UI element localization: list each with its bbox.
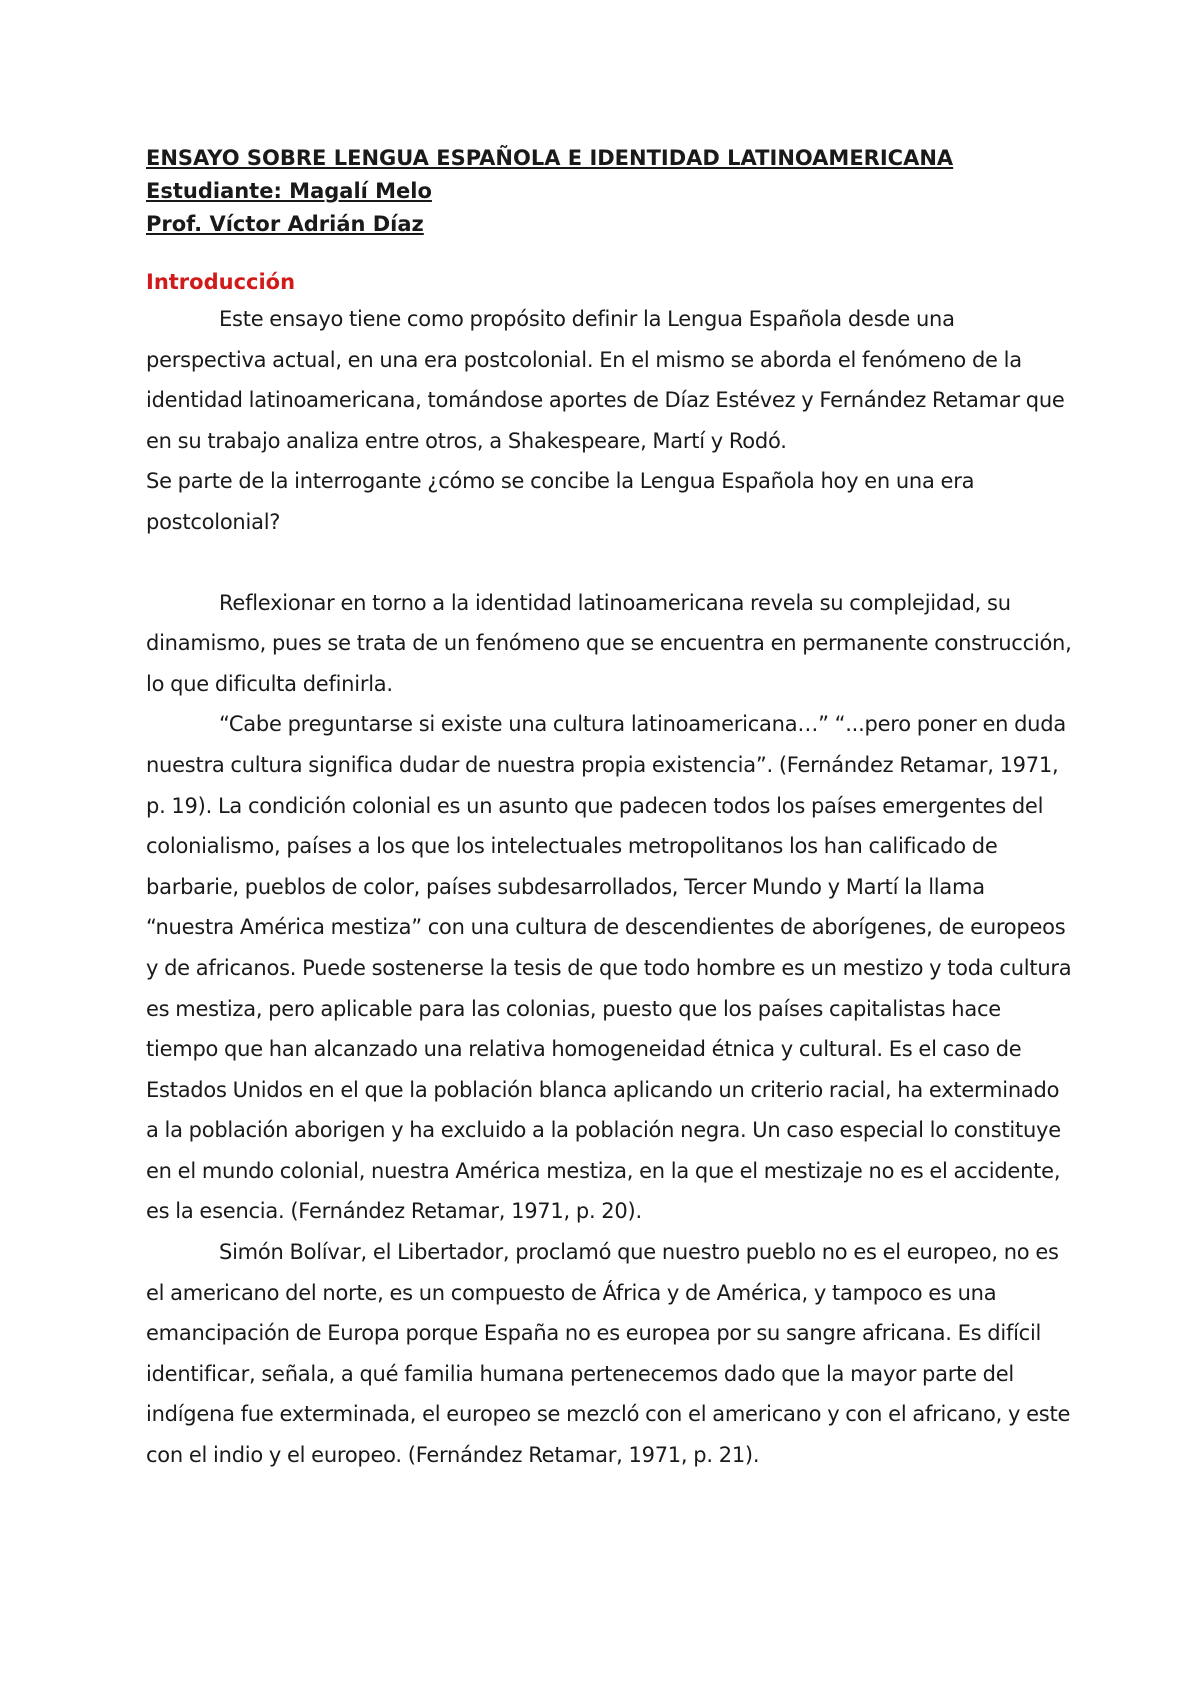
paragraph-spacer (146, 543, 1076, 583)
section-heading-introduccion: Introducción (146, 270, 296, 294)
paragraph-3: Reflexionar en torno a la identidad latinoamericana revela su complejidad, su dinamismo, pues se trata de un fenómeno que se encuentra en permanente construcción, lo que dificulta definirla. (146, 590, 1072, 696)
student-name: Estudiante: Magalí Melo (146, 179, 432, 203)
professor-name: Prof. Víctor Adrián Díaz (146, 212, 424, 236)
paragraph-1: Este ensayo tiene como propósito definir la Lengua Española desde una perspectiva actual, en una era postcolonial. En el mismo se aborda el fenómeno de la identidad latinoamericana, tomándose aportes de Díaz Estévez y Fernández Retamar que en su trabajo analiza entre otros, a Shakespeare, Martí y Rodó. (146, 307, 1065, 453)
document-body (146, 142, 1076, 1476)
essay-title: ENSAYO SOBRE LENGUA ESPAÑOLA E IDENTIDAD LATINOAMERICANA (146, 146, 954, 170)
paragraph-5: Simón Bolívar, el Libertador, proclamó que nuestro pueblo no es el europeo, no es el americano del norte, es un compuesto de África y de América, y tampoco es una emancipación de Europa porque España no es europea por su sangre africana. Es difícil identificar, señala, a qué familia humana pertenecemos dado que la mayor parte del indígena fue exterminada, el europeo se mezcló con el americano y con el africano, y este con el indio y el europeo. (Fernández Retamar, 1971, p. 21). (146, 1240, 1071, 1468)
paragraph-2: Se parte de la interrogante ¿cómo se concibe la Lengua Española hoy en una era postcolonial? (146, 469, 975, 534)
paragraph-4: “Cabe preguntarse si existe una cultura latinoamericana…” “...pero poner en duda nuestra cultura significa dudar de nuestra propia existencia”. (Fernández Retamar, 1971, p. 19). La condición colonial es un asunto que padecen todos los países emergentes del colonialismo, países a los que los intelectuales metropolitanos los han calificado de barbarie, pueblos de color, países subdesarrollados, Tercer Mundo y Martí la llama “nuestra América mestiza” con una cultura de descendientes de aborígenes, de europeos y de africanos. Puede sostenerse la tesis de que todo hombre es un mestizo y toda cultura es mestiza, pero aplicable para las colonias, puesto que los países capitalistas hace tiempo que han alcanzado una relativa homogeneidad étnica y cultural. Es el caso de Estados Unidos en el que la población blanca aplicando un criterio racial, ha exterminado a la población aborigen y ha excluido a la población negra. Un caso especial lo constituye en el mundo colonial, nuestra América mestiza, en la que el mestizaje no es el accidente, es la esencia. (Fernández Retamar, 1971, p. 20). (146, 712, 1072, 1224)
